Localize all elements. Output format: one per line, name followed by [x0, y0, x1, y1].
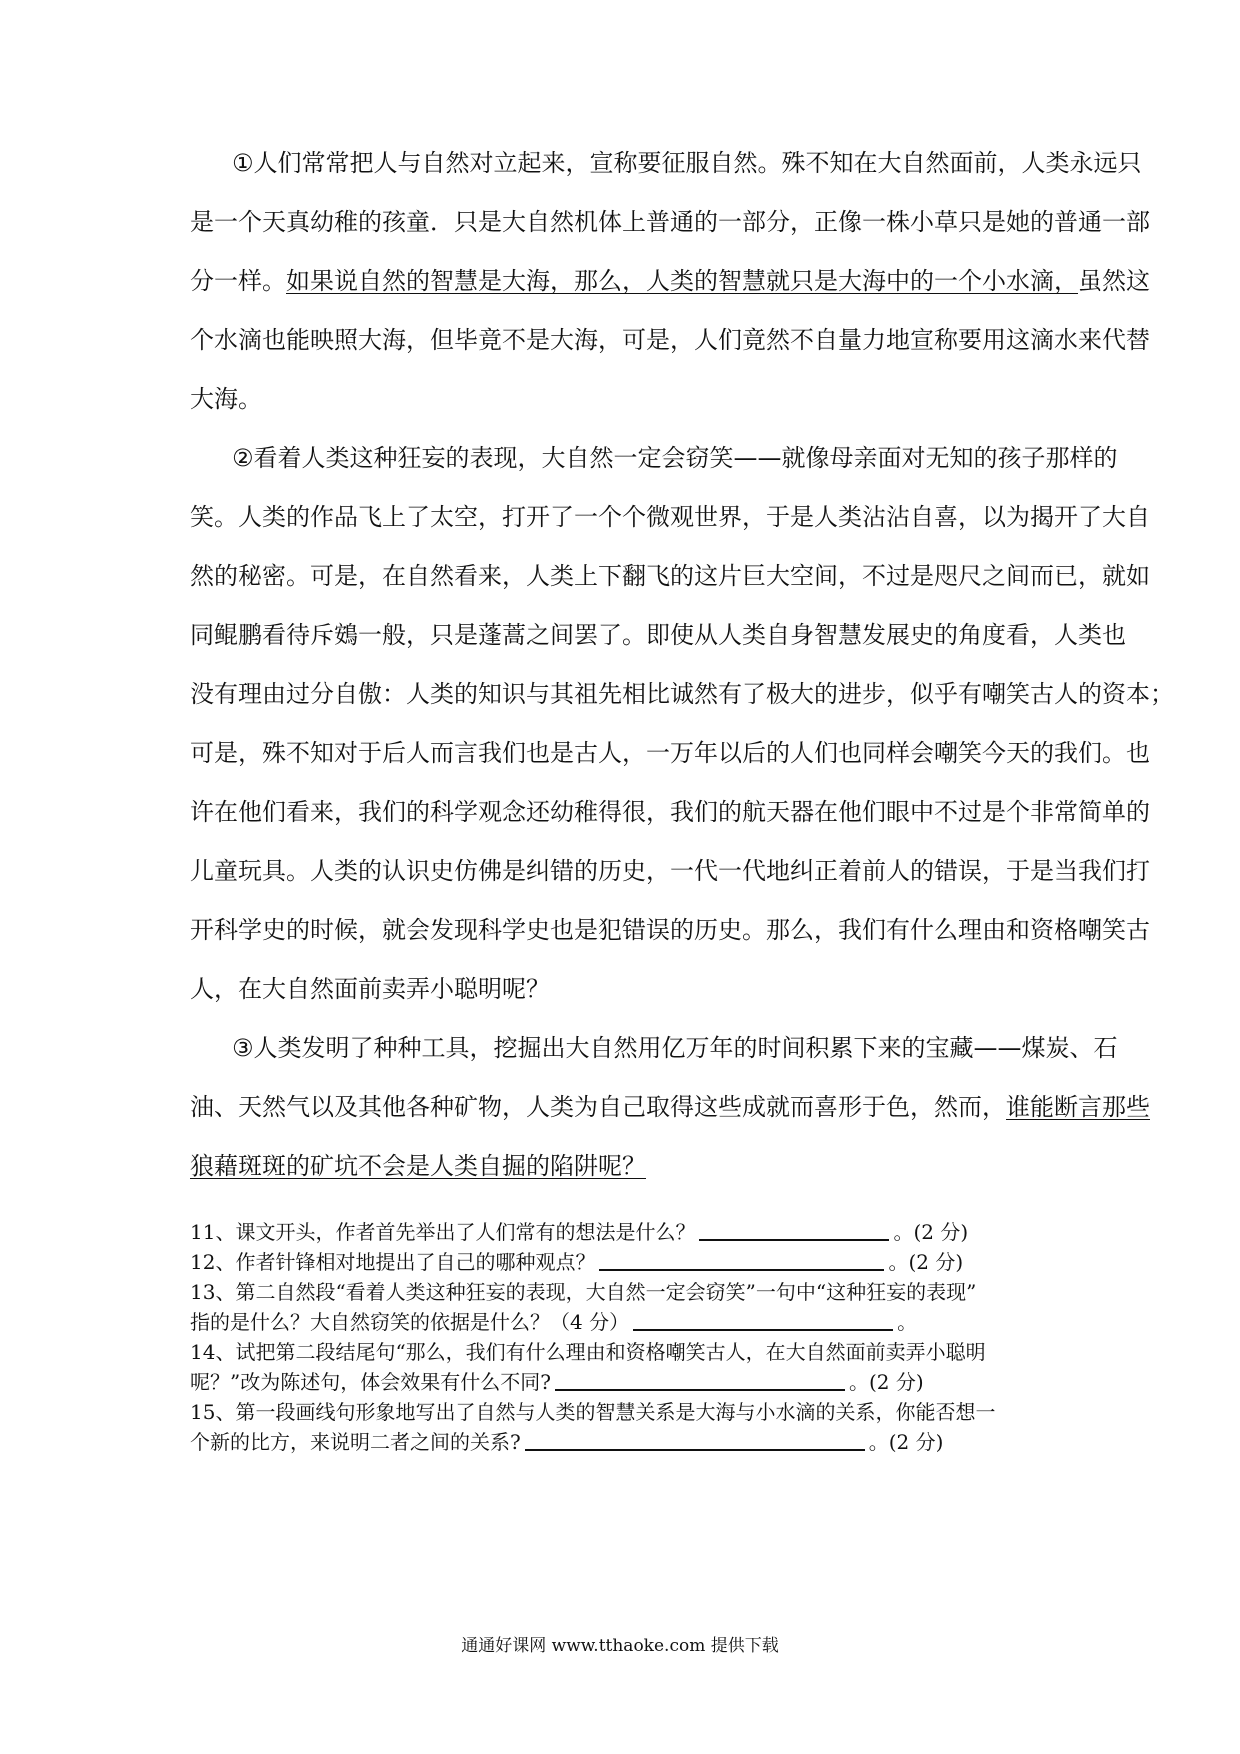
question-score: 。(2 分) [868, 1430, 944, 1454]
question-text: 12、作者针锋相对地提出了自己的哪种观点？ [190, 1250, 596, 1274]
question-15-line-2 [190, 1429, 943, 1455]
passage-line: 开科学史的时候，就会发现科学史也是犯错误的历史。那么，我们有什么理由和资格嘲笑古 [190, 916, 1150, 944]
question-12 [190, 1249, 963, 1275]
passage-line [190, 1151, 646, 1181]
question-text: 14、试把第二段结尾句“那么，我们有什么理由和资格嘲笑古人，在大自然面前卖弄小聪明 [190, 1340, 986, 1364]
question-text: 11、课文开头，作者首先举出了人们常有的想法是什么？ [190, 1220, 696, 1244]
passage-line: 可是，殊不知对于后人而言我们也是古人，一万年以后的人们也同样会嘲笑今天的我们。也 [190, 739, 1150, 767]
passage-line: ②看着人类这种狂妄的表现，大自然一定会窃笑——就像母亲面对无知的孩子那样的 [232, 444, 1118, 472]
underlined-sentence: 谁能断言那些 [1006, 1093, 1150, 1121]
answer-blank[interactable] [525, 1429, 865, 1451]
passage-text: 分一样。 [190, 267, 286, 295]
question-14-line-1 [190, 1339, 986, 1365]
passage-text: 虽然这 [1078, 267, 1150, 295]
question-score: 。(2 分) [848, 1370, 924, 1394]
question-text: 15、第一段画线句形象地写出了自然与人类的智慧关系是大海与小水滴的关系，你能否想一 [190, 1400, 996, 1424]
answer-blank[interactable] [633, 1309, 893, 1331]
question-text: 指的是什么？大自然窃笑的依据是什么？（4 分） [190, 1310, 630, 1334]
passage-line: 大海。 [190, 385, 262, 413]
answer-blank[interactable] [699, 1219, 889, 1241]
question-15-line-1 [190, 1399, 995, 1425]
question-13-line-1 [190, 1279, 976, 1305]
passage-line: ①人们常常把人与自然对立起来，宣称要征服自然。殊不知在大自然面前，人类永远只 [232, 149, 1142, 177]
passage-line: 笑。人类的作品飞上了太空，打开了一个个微观世界，于是人类沾沾自喜，以为揭开了大自 [190, 503, 1150, 531]
question-13-line-2 [190, 1309, 917, 1335]
passage-line [190, 266, 1150, 296]
passage-line: 同鲲鹏看待斥鴳一般，只是蓬蒿之间罢了。即使从人类自身智慧发展史的角度看，人类也 [190, 621, 1126, 649]
question-score: 。(2 分) [888, 1250, 964, 1274]
passage-line: 儿童玩具。人类的认识史仿佛是纠错的历史，一代一代地纠正着前人的错误，于是当我们打 [190, 857, 1150, 885]
question-14-line-2 [190, 1369, 924, 1395]
passage-text: 油、天然气以及其他各种矿物，人类为自己取得这些成就而喜形于色，然而， [190, 1093, 1006, 1121]
passage-line [190, 1092, 1150, 1122]
passage-line: 然的秘密。可是，在自然看来，人类上下翻飞的这片巨大空间，不过是咫尺之间而已，就如 [190, 562, 1150, 590]
question-text: 呢？”改为陈述句，体会效果有什么不同? [190, 1370, 551, 1394]
passage-line: ③人类发明了种种工具，挖掘出大自然用亿万年的时间积累下来的宝藏——煤炭、石 [232, 1034, 1118, 1062]
passage-line: 是一个天真幼稚的孩童．只是大自然机体上普通的一部分，正像一株小草只是她的普通一部 [190, 208, 1150, 236]
passage-line: 个水滴也能映照大海，但毕竟不是大海，可是，人们竟然不自量力地宣称要用这滴水来代替 [190, 326, 1150, 354]
question-11 [190, 1219, 968, 1245]
question-text: 个新的比方，来说明二者之间的关系? [190, 1430, 521, 1454]
underlined-sentence: 狼藉斑斑的矿坑不会是人类自掘的陷阱呢？ [190, 1152, 646, 1180]
passage-line: 没有理由过分自傲：人类的知识与其祖先相比诚然有了极大的进步，似乎有嘲笑古人的资本； [190, 680, 1174, 708]
passage-line: 许在他们看来，我们的科学观念还幼稚得很，我们的航天器在他们眼中不过是个非常简单的 [190, 798, 1150, 826]
page-footer: 通通好课网 www.tthaoke.com 提供下载 [461, 1636, 779, 1656]
question-score: 。(2 分) [893, 1220, 969, 1244]
passage-line: 人，在大自然面前卖弄小聪明呢？ [190, 975, 550, 1003]
answer-blank[interactable] [555, 1369, 845, 1391]
underlined-sentence: 如果说自然的智慧是大海，那么，人类的智慧就只是大海中的一个小水滴， [286, 267, 1078, 295]
question-text: 13、第二自然段“看着人类这种狂妄的表现，大自然一定会窃笑”一句中“这种狂妄的表现” [190, 1280, 977, 1304]
question-score: 。 [897, 1310, 918, 1334]
answer-blank[interactable] [599, 1249, 884, 1271]
